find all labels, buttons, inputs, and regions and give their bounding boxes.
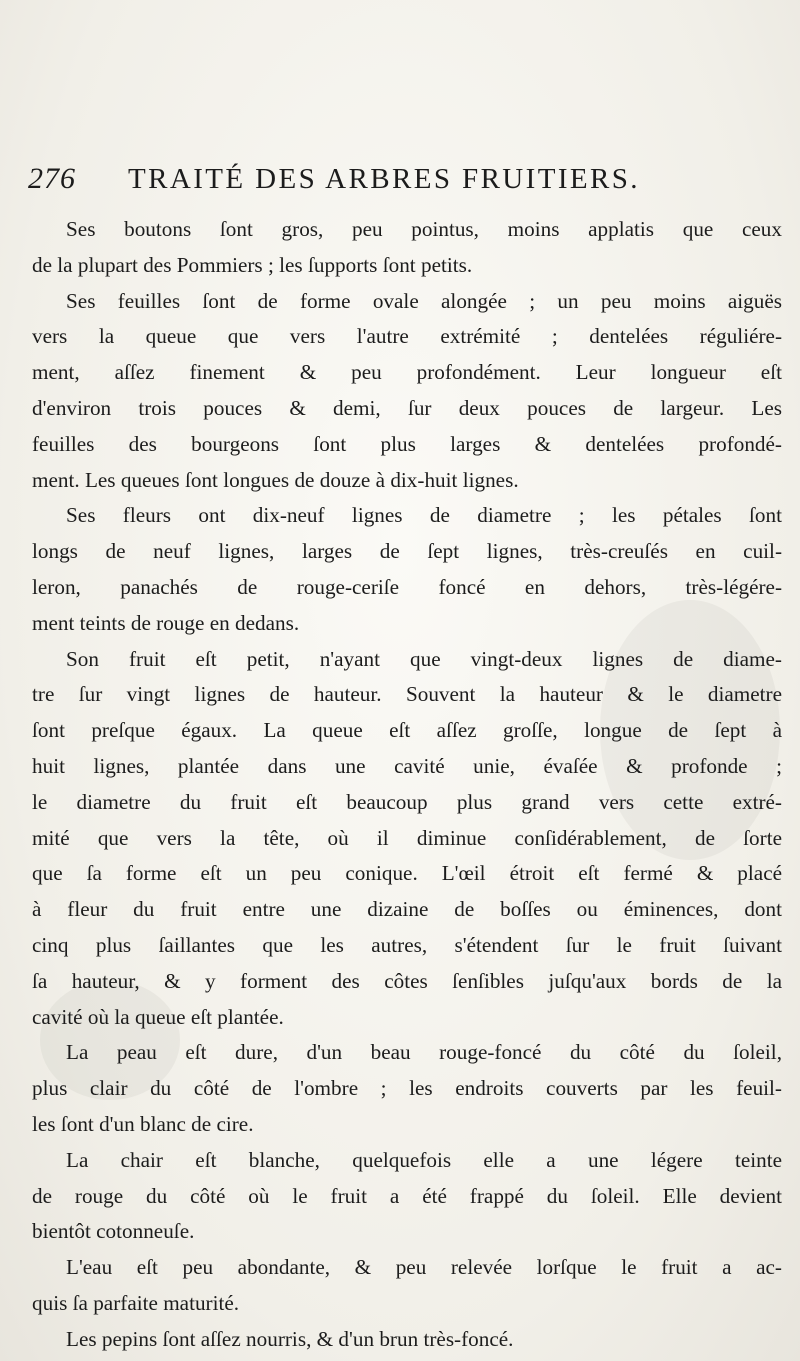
- text-line: longs de neuf lignes, larges de ſept lignes, très-creuſés en cuil-: [32, 539, 782, 564]
- text-line: quis ſa parfaite maturité.: [32, 1290, 240, 1315]
- text-line: cavité où la queue eſt plantée.: [32, 1004, 284, 1029]
- text-line: le diametre du fruit eſt beaucoup plus grand vers cette extré-: [32, 789, 782, 814]
- text-line: feuilles des bourgeons ſont plus larges & dentelées profondé-: [32, 431, 782, 456]
- text-line: ſa hauteur, & y forment des côtes ſenſibles juſqu'aux bords de la: [32, 968, 782, 993]
- running-title: TRAITÉ DES ARBRES FRUITIERS.: [128, 163, 640, 195]
- text-line: que ſa forme eſt un peu conique. L'œil étroit eſt fermé & placé: [32, 861, 782, 886]
- text-line: leron, panachés de rouge-ceriſe foncé en dehors, très-légére-: [32, 574, 782, 599]
- text-line: ment. Les queues ſont longues de douze à dix-huit lignes.: [32, 467, 519, 492]
- text-line: de rouge du côté où le fruit a été frappé du ſoleil. Elle devient: [32, 1183, 782, 1208]
- text-line: d'environ trois pouces & demi, ſur deux pouces de largeur. Les: [32, 395, 782, 420]
- running-header: [28, 162, 788, 202]
- text-line: les ſont d'un blanc de cire.: [32, 1111, 254, 1136]
- text-line: Ses feuilles ſont de forme ovale alongée ; un peu moins aiguës: [66, 288, 782, 313]
- text-line: L'eau eſt peu abondante, & peu relevée lorſque le fruit a ac-: [66, 1255, 782, 1280]
- text-line: ment, aſſez finement & peu profondément. Leur longueur eſt: [32, 360, 782, 385]
- text-line: tre ſur vingt lignes de hauteur. Souvent la hauteur & le diametre: [32, 682, 782, 707]
- text-line: Ses fleurs ont dix-neuf lignes de diametre ; les pétales ſont: [66, 503, 782, 528]
- text-line: cinq plus ſaillantes que les autres, s'étendent ſur le fruit ſuivant: [32, 932, 782, 957]
- text-line: La chair eſt blanche, quelquefois elle a une légere teinte: [66, 1147, 782, 1172]
- text-line: ment teints de rouge en dedans.: [32, 610, 300, 635]
- text-line: Ses boutons ſont gros, peu pointus, moins applatis que ceux: [66, 217, 782, 241]
- text-line: huit lignes, plantée dans une cavité unie, évaſée & profonde ;: [32, 753, 782, 778]
- text-line: Les pepins ſont aſſez nourris, & d'un brun très-foncé.: [66, 1326, 514, 1351]
- text-line: mité que vers la tête, où il diminue conſidérablement, de ſorte: [32, 825, 782, 850]
- body-text: [32, 212, 782, 1358]
- text-line: à fleur du fruit entre une dizaine de boſſes ou éminences, dont: [32, 897, 782, 922]
- text-line: La peau eſt dure, d'un beau rouge-foncé du côté du ſoleil,: [66, 1040, 782, 1065]
- page-number: 276: [28, 162, 76, 195]
- text-line: de la plupart des Pommiers ; les ſupports ſont petits.: [32, 252, 473, 277]
- text-line: plus clair du côté de l'ombre ; les endroits couverts par les feuil-: [32, 1076, 782, 1101]
- text-line: Son fruit eſt petit, n'ayant que vingt-deux lignes de diame-: [66, 646, 782, 671]
- text-line: bientôt cotonneuſe.: [32, 1219, 195, 1244]
- text-line: vers la queue que vers l'autre extrémité ; dentelées réguliére-: [32, 324, 782, 349]
- text-line: ſont preſque égaux. La queue eſt aſſez groſſe, longue de ſept à: [32, 718, 782, 743]
